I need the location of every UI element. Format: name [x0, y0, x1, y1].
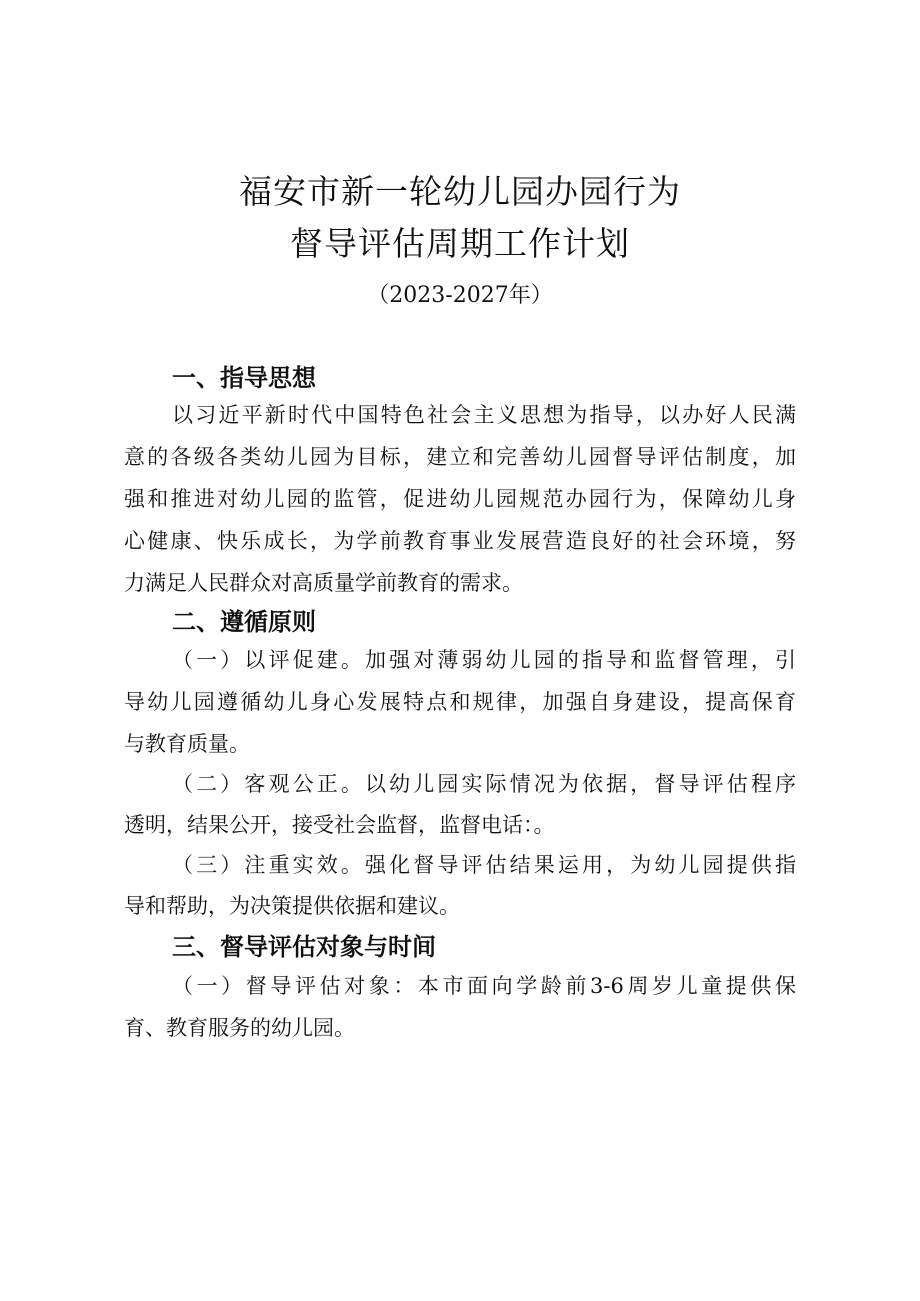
paragraph-line: 透明，结果公开，接受社会监督，监督电话：。 [124, 813, 555, 837]
paragraph-line: （一）督导评估对象：本市面向学龄前3-6周岁儿童提供保 [172, 974, 796, 998]
document-title-line-1: 福安市新一轮幼儿园办园行为 [239, 172, 681, 211]
paragraph-line: （三）注重实效。强化督导评估结果运用，为幼儿园提供指 [172, 853, 796, 877]
paragraph-line: 意的各级各类幼儿园为目标，建立和完善幼儿园督导评估制度，加 [124, 445, 796, 469]
paragraph-line: 力满足人民群众对高质量学前教育的需求。 [124, 571, 523, 595]
paragraph-line: 与教育质量。 [124, 732, 250, 756]
paragraph-line: 以习近平新时代中国特色社会主义思想为指导，以办好人民满 [172, 403, 796, 427]
paragraph-line: 育、教育服务的幼儿园。 [124, 1016, 355, 1040]
paragraph-line: 强和推进对幼儿园的监管，促进幼儿园规范办园行为，保障幼儿身 [124, 487, 796, 511]
paragraph-line: 心健康、快乐成长，为学前教育事业发展营造良好的社会环境，努 [124, 529, 796, 553]
section-heading-guiding-ideology: 一、指导思想 [172, 364, 316, 392]
document-title-line-2: 督导评估周期工作计划 [290, 224, 630, 263]
section-heading-objects-and-time: 三、督导评估对象与时间 [172, 933, 436, 961]
section-heading-principles: 二、遵循原则 [172, 608, 316, 636]
paragraph-line: 导和帮助，为决策提供依据和建议。 [124, 894, 460, 918]
paragraph-line: （一）以评促建。加强对薄弱幼儿园的指导和监督管理，引 [172, 648, 796, 672]
paragraph-line: （二）客观公正。以幼儿园实际情况为依据，督导评估程序 [172, 772, 796, 796]
document-year-range: （2023-2027年） [367, 283, 553, 308]
paragraph-line: 导幼儿园遵循幼儿身心发展特点和规律，加强自身建设，提高保育 [124, 690, 796, 714]
